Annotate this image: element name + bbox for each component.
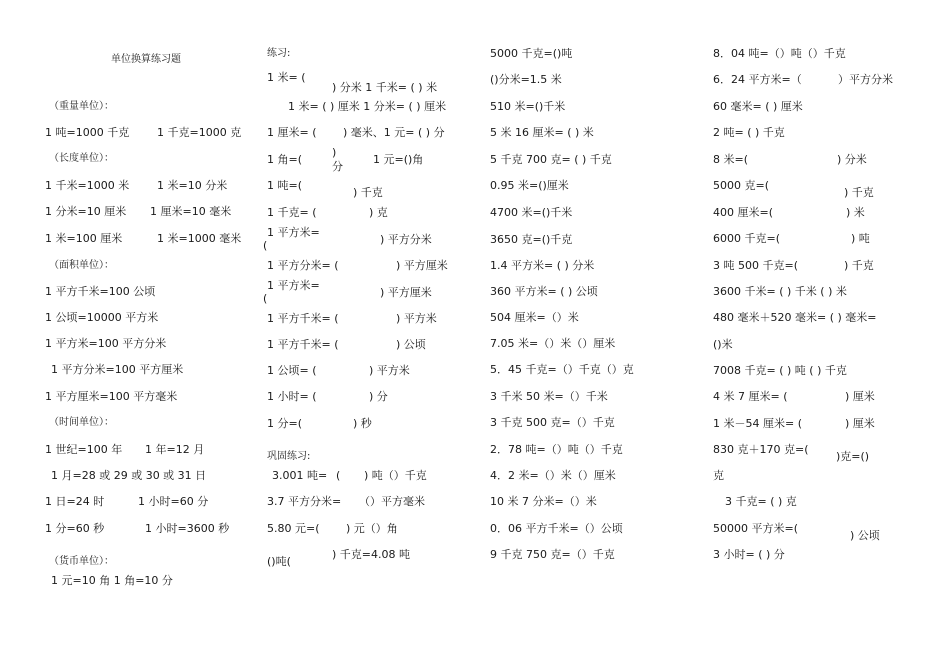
consolidate-q1-paren: ( [336, 469, 341, 482]
exercise-c4-11: 480 毫米＋520 毫米= ( ) 毫米= [713, 311, 877, 324]
practice-q1-b: ) 分米 1 千米= ( ) 米 [332, 81, 438, 94]
exercise-c3-12: 7.05 米=（）米（）厘米 [490, 337, 616, 350]
fact-km: 1 千米=1000 米 [45, 179, 130, 192]
practice-q8: 1 平方分米= ( [267, 259, 339, 272]
exercise-c4-13: 7008 千克= ( ) 吨 ( ) 千克 [713, 364, 847, 377]
consolidate-q3: 5.80 元=( [267, 522, 320, 535]
exercise-c4-9: 3 吨 500 千克=( [713, 259, 798, 272]
exercise-c4-19: 50000 平方米=( [713, 522, 798, 535]
exercise-c3-13: 5．45 千克=（）千克（）克 [490, 363, 634, 376]
practice-q10-b: ) 平方米 [396, 312, 437, 325]
consolidate-label: 巩固练习: [267, 451, 311, 462]
exercise-c4-6-b: ) 千克 [844, 186, 874, 199]
money-header: （货币单位）： [49, 556, 114, 567]
fact-m-cm: 1 米=100 厘米 [45, 232, 123, 245]
exercise-c3-8: 3650 克=()千克 [490, 233, 573, 246]
consolidate-q2-b: （）平方毫米 [359, 495, 425, 508]
practice-q7-paren: ( [263, 239, 268, 252]
practice-q11-b: ) 公顷 [396, 338, 426, 351]
fact-sqm: 1 平方米=100 平方分米 [45, 337, 167, 350]
consolidate-q2: 3.7 平方分米= [267, 495, 342, 508]
exercise-c3-11: 504 厘米=（）米 [490, 311, 579, 324]
practice-q1: 1 米= ( [267, 71, 306, 84]
exercise-c3-9: 1.4 平方米= ( ) 分米 [490, 259, 595, 272]
practice-q6: 1 千克= ( [267, 206, 317, 219]
practice-q5-b: ) 千克 [353, 186, 383, 199]
practice-q9: 1 平方米= [267, 279, 320, 292]
fact-sqcm: 1 平方厘米=100 平方毫米 [45, 390, 178, 403]
exercise-c4-3: 60 毫米= ( ) 厘米 [713, 100, 803, 113]
practice-q12: 1 公顷= ( [267, 364, 317, 377]
length-header: （长度单位）： [49, 153, 114, 164]
area-header: （面积单位）： [49, 260, 114, 271]
practice-q7-b: ) 平方分米 [380, 233, 432, 246]
exercise-c3-10: 360 平方米= ( ) 公顷 [490, 285, 598, 298]
exercise-c4-12: ()米 [713, 338, 733, 351]
exercise-c4-17: 克 [713, 469, 724, 482]
exercise-c3-16: 2．78 吨=（）吨（）千克 [490, 443, 623, 456]
exercise-c3-3: 510 米=()千米 [490, 100, 566, 113]
exercise-c4-1: 8．04 吨=（）吨（）千克 [713, 47, 846, 60]
fact-m-mm: 1 米=1000 毫米 [157, 232, 242, 245]
practice-q11: 1 平方千米= ( [267, 338, 339, 351]
practice-q6-b: ) 克 [369, 206, 388, 219]
exercise-c4-16-b: )克=() [836, 450, 870, 463]
exercise-c3-2: ()分米=1.5 米 [490, 73, 562, 86]
practice-q12-b: ) 平方米 [369, 364, 410, 377]
practice-q14-b: ) 秒 [353, 417, 372, 430]
exercise-c4-5-b: ) 分米 [837, 153, 867, 166]
exercise-c4-8: 6000 千克=( [713, 232, 780, 245]
fact-m-dm: 1 米=10 分米 [157, 179, 228, 192]
fact-dm: 1 分米=10 厘米 [45, 205, 127, 218]
exercise-c4-4: 2 吨= ( ) 千克 [713, 126, 785, 139]
exercise-c4-20: 3 小时= ( ) 分 [713, 548, 785, 561]
practice-q10: 1 平方千米= ( [267, 312, 339, 325]
exercise-c3-5: 5 千克 700 克= ( ) 千克 [490, 153, 612, 166]
practice-q5: 1 吨=( [267, 179, 303, 192]
practice-q4-unit: 分 [332, 160, 343, 173]
exercise-c4-6: 5000 克=( [713, 179, 769, 192]
exercise-c4-7-b: ) 米 [846, 206, 865, 219]
practice-q4: 1 角=( [267, 153, 303, 166]
time-header: （时间单位）： [49, 417, 114, 428]
fact-sqkm: 1 平方千米=100 公顷 [45, 285, 156, 298]
exercise-c4-10: 3600 千米= ( ) 千米 ( ) 米 [713, 285, 847, 298]
practice-q8-b: ) 平方厘米 [396, 259, 448, 272]
exercise-c3-7: 4700 米=()千米 [490, 206, 573, 219]
practice-q9-paren: ( [263, 292, 268, 305]
exercise-c4-2: 6．24 平方米=（ [713, 73, 802, 86]
exercise-c3-6: 0.95 米=()厘米 [490, 179, 569, 192]
exercise-c4-8-b: ) 吨 [851, 232, 870, 245]
consolidate-q4: ()吨( [267, 555, 291, 568]
fact-hour-sec: 1 小时=3600 秒 [145, 522, 230, 535]
practice-q3: 1 厘米= ( [267, 126, 317, 139]
exercise-c4-14: 4 米 7 厘米= ( [713, 390, 788, 403]
exercise-c3-4: 5 米 16 厘米= ( ) 米 [490, 126, 594, 139]
consolidate-q4-b: ) 千克=4.08 吨 [332, 548, 410, 561]
practice-q13-b: ) 分 [369, 390, 388, 403]
practice-q3-b: ) 毫米、1 元= ( ) 分 [343, 126, 445, 139]
exercise-c4-5: 8 米=( [713, 153, 749, 166]
consolidate-q3-b: ) 元（）角 [346, 522, 398, 535]
practice-q9-b: ) 平方厘米 [380, 286, 432, 299]
exercise-c3-17: 4．2 米=（）米（）厘米 [490, 469, 616, 482]
practice-q13: 1 小时= ( [267, 390, 317, 403]
fact-ha: 1 公顷=10000 平方米 [45, 311, 159, 324]
fact-hour: 1 小时=60 分 [138, 495, 209, 508]
fact-money: 1 元=10 角 1 角=10 分 [51, 574, 173, 587]
fact-minute: 1 分=60 秒 [45, 522, 105, 535]
exercise-c3-20: 9 千克 750 克=（）千克 [490, 548, 615, 561]
exercise-c4-15: 1 米－54 厘米= ( [713, 417, 802, 430]
exercise-c3-14: 3 千米 50 米=（）千米 [490, 390, 608, 403]
practice-q4-paren: ) [332, 146, 337, 159]
practice-label: 练习: [267, 48, 291, 59]
exercise-c4-16: 830 克＋170 克=( [713, 443, 809, 456]
consolidate-q1: 3.001 吨= [272, 469, 328, 482]
fact-sqdm: 1 平方分米=100 平方厘米 [51, 363, 184, 376]
fact-year: 1 年=12 月 [145, 443, 205, 456]
fact-month: 1 月=28 或 29 或 30 或 31 日 [51, 469, 207, 482]
weight-header: （重量单位）： [49, 101, 114, 112]
practice-q2: 1 米= ( ) 厘米 1 分米= ( ) 厘米 [288, 100, 447, 113]
fact-kg: 1 千克=1000 克 [157, 126, 242, 139]
practice-q7: 1 平方米= [267, 226, 320, 239]
exercise-c3-1: 5000 千克=()吨 [490, 47, 573, 60]
fact-ton: 1 吨=1000 千克 [45, 126, 130, 139]
exercise-c4-15-b: ) 厘米 [845, 417, 875, 430]
fact-century: 1 世纪=100 年 [45, 443, 123, 456]
exercise-c3-15: 3 千克 500 克=（）千克 [490, 416, 615, 429]
exercise-c4-7: 400 厘米=( [713, 206, 774, 219]
exercise-c4-18: 3 千克= ( ) 克 [725, 495, 797, 508]
fact-day: 1 日=24 时 [45, 495, 105, 508]
consolidate-q1-b: ) 吨（）千克 [364, 469, 427, 482]
practice-q14: 1 分=( [267, 417, 303, 430]
exercise-c4-2-b: ）平方分米 [838, 73, 893, 86]
practice-q4-b: 1 元=()角 [373, 153, 424, 166]
exercise-c4-9-b: ) 千克 [844, 259, 874, 272]
exercise-c3-19: 0．06 平方千米=（）公顷 [490, 522, 623, 535]
exercise-c3-18: 10 米 7 分米=（）米 [490, 495, 597, 508]
worksheet-title: 单位换算练习题 [111, 54, 181, 65]
exercise-c4-19-b: ) 公顷 [850, 529, 880, 542]
exercise-c4-14-b: ) 厘米 [845, 390, 875, 403]
fact-cm: 1 厘米=10 毫米 [150, 205, 232, 218]
